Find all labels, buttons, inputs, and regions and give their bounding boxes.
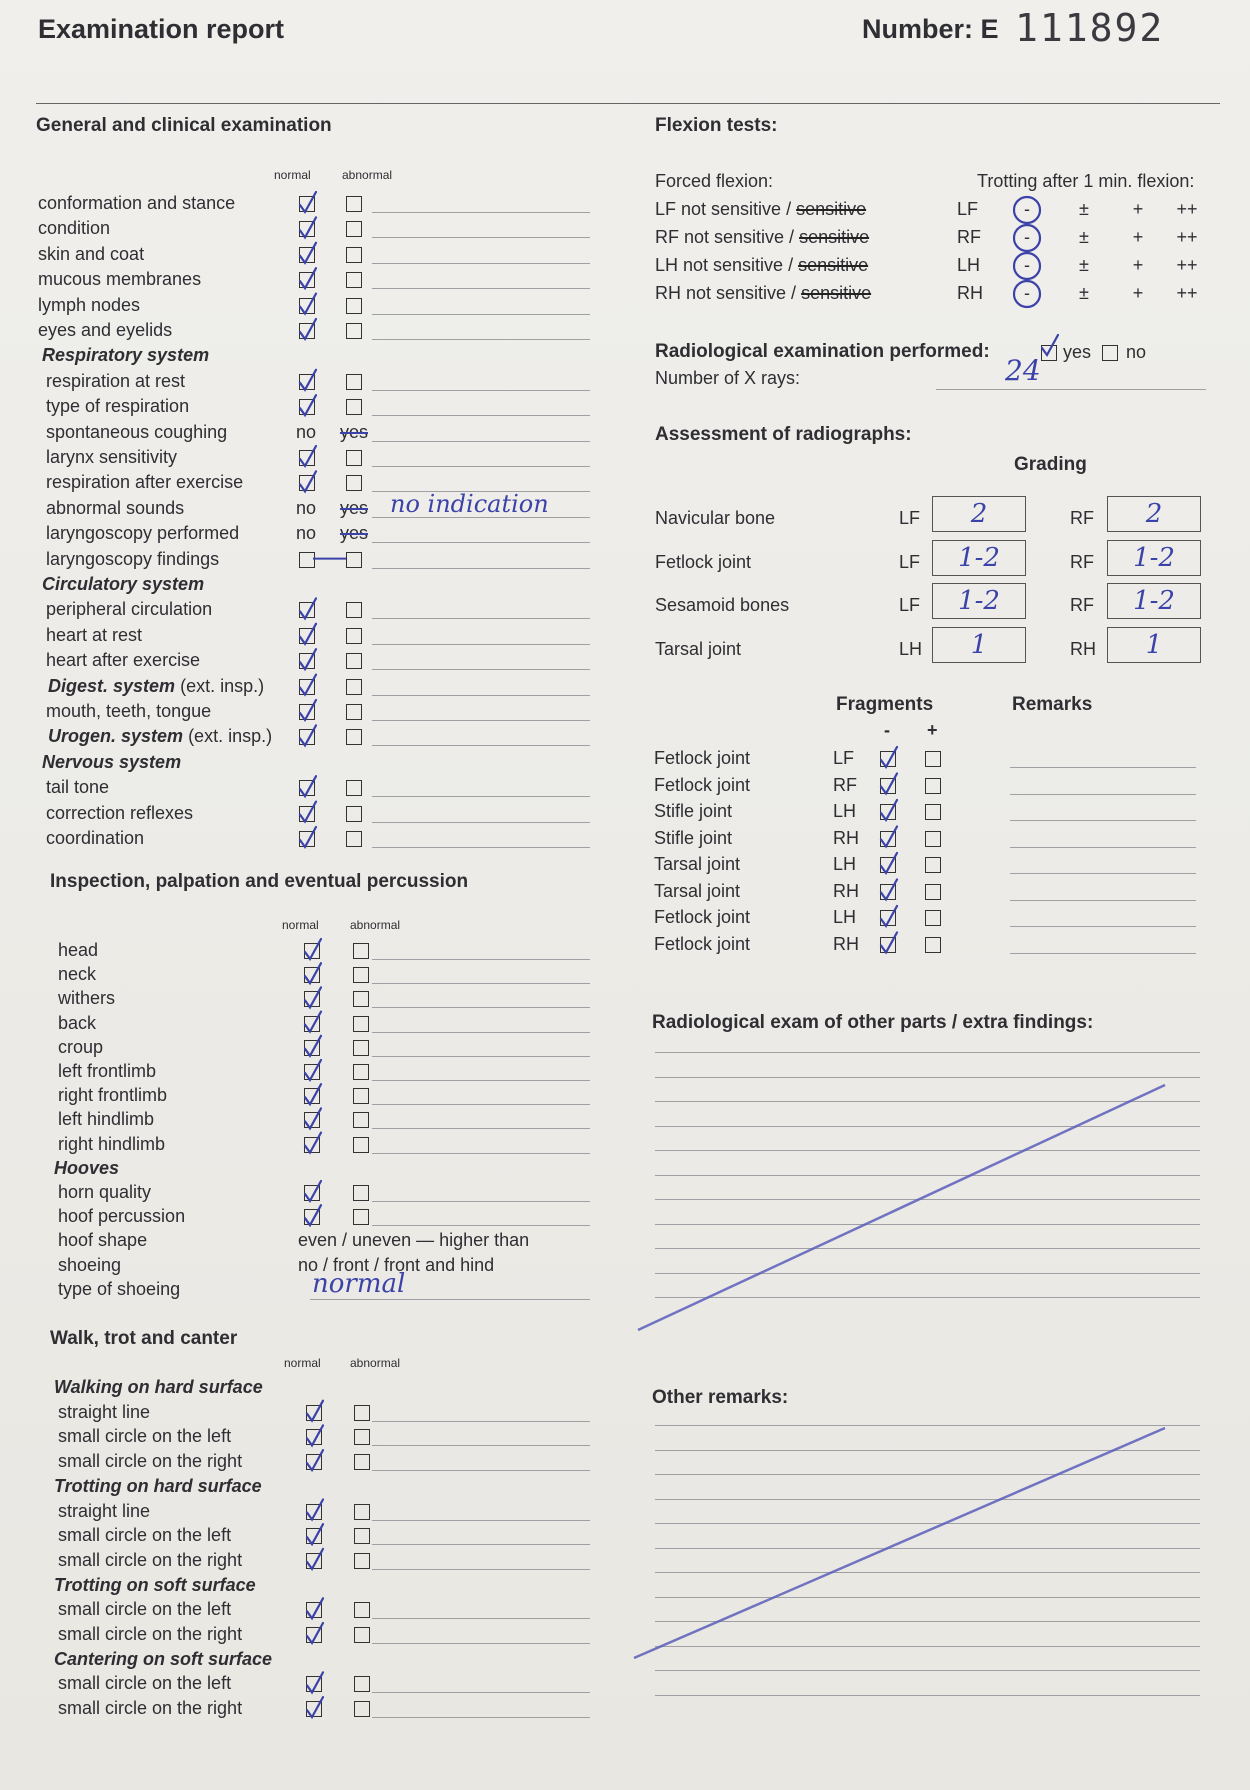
flexion-grade: +: [1132, 283, 1144, 303]
check-mark: [307, 1623, 323, 1643]
grade-box[interactable]: 1: [1107, 627, 1201, 663]
radiograph-label: Fetlock joint: [655, 551, 752, 572]
fragment-leg: RF: [833, 774, 857, 795]
row-label: hoof percussion: [58, 1206, 186, 1227]
flexion-struck-sensitive: sensitive: [801, 283, 872, 303]
check-mark: [300, 776, 316, 796]
section-label: Trotting on soft surface: [54, 1574, 256, 1595]
row-label: eyes and eyelids: [38, 320, 173, 340]
row-label: right frontlimb: [58, 1085, 168, 1106]
grade-circle-mark: [1014, 225, 1040, 251]
radiology-yes: yes: [1063, 342, 1092, 362]
radiograph-label: Navicular bone: [655, 508, 776, 528]
check-mark: [305, 1181, 321, 1201]
row-label: respiration after exercise: [46, 472, 244, 493]
option-text: no / front / front and hind: [298, 1254, 495, 1275]
check-mark: [300, 725, 316, 745]
fragment-label: Fetlock joint: [654, 933, 751, 954]
general-heading: General and clinical examination: [36, 115, 332, 136]
check-mark: [305, 1205, 321, 1225]
walk-heading: Walk, trot and canter: [50, 1328, 238, 1349]
fragment-check: [881, 827, 897, 847]
row-label: small circle on the right: [58, 1549, 243, 1570]
check-mark: [300, 446, 316, 466]
row-label: condition: [38, 218, 111, 239]
fragment-check: [881, 933, 897, 953]
report-title: Examination report: [38, 14, 285, 44]
check-mark: [300, 471, 316, 491]
row-label: head: [58, 940, 99, 960]
fragment-label: Tarsal joint: [654, 880, 741, 901]
option-text: even / uneven — higher than: [298, 1230, 530, 1251]
check-mark: [305, 939, 321, 959]
fragments-plus: +: [927, 720, 938, 740]
section-label: Hooves: [54, 1157, 120, 1178]
row-label: small circle on the right: [58, 1624, 243, 1644]
fragment-check: [881, 747, 897, 767]
grading-heading: Grading: [1014, 454, 1087, 475]
other-remarks-heading: Other remarks:: [652, 1387, 789, 1408]
handwritten-value: normal: [312, 1268, 406, 1299]
assessment-heading: Assessment of radiographs:: [655, 424, 912, 445]
row-label: horn quality: [58, 1182, 152, 1202]
check-mark: [300, 700, 316, 720]
row-label: small circle on the right: [58, 1698, 243, 1719]
check-mark: [300, 675, 316, 695]
fragment-check: [881, 853, 897, 873]
flexion-grade: +: [1132, 227, 1144, 247]
row-label: type of shoeing: [58, 1278, 181, 1299]
check-mark: [300, 827, 316, 847]
flexion-grade: ++: [1176, 199, 1198, 219]
check-mark: [307, 1598, 323, 1618]
check-mark: [300, 598, 316, 618]
flexion-not-sensitive: RH not sensitive /: [655, 283, 802, 303]
flexion-grade: ±: [1079, 227, 1089, 247]
handwritten-note: no indication: [390, 489, 549, 518]
row-label: laryngoscopy performed: [46, 523, 240, 544]
grade-circle-mark: [1014, 281, 1040, 307]
row-label: neck: [58, 964, 97, 985]
no-option: no: [296, 497, 317, 518]
row-label: straight line: [58, 1401, 151, 1422]
fragment-leg: LH: [833, 801, 857, 821]
row-label: larynx sensitivity: [46, 447, 178, 467]
flexion-grade: +: [1132, 199, 1144, 219]
row-label-bold: Urogen. system: [48, 726, 184, 747]
check-mark: [305, 1036, 321, 1056]
flexion-not-sensitive: LH not sensitive /: [655, 255, 799, 275]
section-label: Cantering on soft surface: [54, 1648, 273, 1669]
row-label: skin and coat: [38, 243, 145, 264]
grade-circle-mark: [1014, 197, 1040, 223]
fragment-label: Fetlock joint: [654, 907, 751, 927]
fragment-label: Fetlock joint: [654, 774, 751, 795]
fragment-check: [881, 800, 897, 820]
check-mark: [300, 649, 316, 669]
row-label: type of respiration: [46, 396, 190, 417]
radiograph-label: Tarsal joint: [655, 638, 742, 659]
xray-count: 24: [1005, 354, 1041, 387]
flexion-grade: ±: [1079, 199, 1089, 219]
walk-col-normal: normal: [284, 1356, 321, 1370]
xray-label: Number of X rays:: [655, 368, 801, 388]
row-label: small circle on the left: [58, 1525, 232, 1546]
flexion-struck-sensitive: sensitive: [798, 255, 869, 275]
report-number: 111892: [1015, 6, 1165, 50]
strike-through-stroke: [638, 1085, 1165, 1330]
check-mark: [307, 1524, 323, 1544]
section-label: Respiratory system: [42, 345, 210, 366]
row-label: heart at rest: [46, 624, 143, 645]
fragments-minus: -: [884, 720, 890, 740]
no-option: no: [296, 421, 317, 442]
flexion-grade: ++: [1176, 283, 1198, 303]
row-label: left frontlimb: [58, 1061, 157, 1081]
grade-box[interactable]: 1: [932, 627, 1026, 663]
fragment-label: Tarsal joint: [654, 854, 741, 874]
yes-option: yes: [340, 497, 369, 518]
row-label: respiration at rest: [46, 370, 186, 391]
radiograph-leg: LF: [899, 508, 921, 528]
row-label-bold: Digest. system: [48, 675, 176, 696]
section-label: Walking on hard surface: [54, 1377, 263, 1397]
row-label: mucous membranes: [38, 269, 202, 290]
check-mark: [305, 1133, 321, 1153]
row-label: lymph nodes: [38, 294, 141, 315]
fragment-check: [881, 774, 897, 794]
fragment-leg: LF: [833, 748, 855, 768]
row-label: small circle on the right: [58, 1451, 243, 1472]
radiograph-leg: LH: [899, 638, 923, 659]
inspection-col-normal: normal: [282, 918, 319, 932]
check-mark: [305, 987, 321, 1007]
trotting-label: Trotting after 1 min. flexion:: [977, 171, 1195, 191]
fragment-leg: LH: [833, 854, 857, 874]
row-label: left hindlimb: [58, 1109, 155, 1130]
row-label: conformation and stance: [38, 193, 236, 213]
no-option: no: [296, 523, 317, 544]
strike-through-stroke: [634, 1428, 1165, 1658]
row-label: spontaneous coughing: [46, 421, 228, 442]
check-mark: [307, 1549, 323, 1569]
forced-flexion-label: Forced flexion:: [655, 171, 774, 191]
radiograph-leg: LF: [899, 595, 921, 615]
section-label: Nervous system: [42, 751, 182, 772]
walk-col-abnormal: abnormal: [350, 1356, 401, 1370]
radiograph-leg: RF: [1070, 595, 1094, 615]
inspection-col-abnormal: abnormal: [350, 918, 401, 932]
row-label: withers: [58, 988, 116, 1009]
check-mark: [305, 1108, 321, 1128]
check-mark: [307, 1697, 323, 1717]
check-mark: [305, 1012, 321, 1032]
flexion-grade: +: [1132, 255, 1144, 275]
fragment-label: Stifle joint: [654, 827, 733, 848]
yes-option: yes: [340, 421, 369, 442]
check-mark: [300, 268, 316, 288]
check-mark: [300, 192, 316, 212]
flexion-grade: ++: [1176, 227, 1198, 247]
fragment-label: Fetlock joint: [654, 748, 751, 768]
radiograph-leg: RH: [1070, 638, 1096, 659]
grade-box[interactable]: 1-2: [932, 540, 1026, 576]
section-label: Circulatory system: [42, 574, 205, 594]
flexion-grade: ±: [1079, 255, 1089, 275]
check-mark: [300, 243, 316, 263]
report-number-label: Number: E: [862, 14, 999, 44]
check-mark: [300, 294, 316, 314]
row-label: mouth, teeth, tongue: [46, 701, 212, 721]
check-mark: [307, 1401, 323, 1421]
radiology-no: no: [1126, 342, 1147, 362]
grade-box[interactable]: 2: [1107, 496, 1201, 532]
row-label: straight line: [58, 1500, 151, 1521]
check-mark: [300, 624, 316, 644]
grade-box[interactable]: 2: [932, 496, 1026, 532]
check-mark: [300, 217, 316, 237]
check-mark: [305, 963, 321, 983]
remarks-heading: Remarks: [1012, 694, 1093, 715]
radiology-performed-label: Radiological examination performed:: [655, 341, 990, 362]
check-mark: [300, 802, 316, 822]
flexion-not-sensitive: LF not sensitive /: [655, 199, 797, 219]
fragment-leg: RH: [833, 827, 859, 848]
flexion-leg: RF: [957, 227, 981, 247]
flexion-leg: LF: [957, 199, 979, 219]
yes-option: yes: [340, 523, 369, 544]
row-label: laryngoscopy findings: [46, 548, 220, 569]
check-mark: [307, 1672, 323, 1692]
row-label-suffix: (ext. insp.): [180, 675, 265, 696]
section-label: Trotting on hard surface: [54, 1475, 262, 1496]
grade-box[interactable]: 1-2: [932, 583, 1026, 619]
general-col-abnormal: abnormal: [342, 168, 393, 182]
radiograph-leg: RF: [1070, 551, 1094, 572]
check-mark: [300, 370, 316, 390]
radiograph-leg: RF: [1070, 508, 1094, 528]
check-mark: [307, 1500, 323, 1520]
row-label: heart after exercise: [46, 650, 201, 671]
general-col-normal: normal: [274, 168, 311, 182]
fragment-leg: RH: [833, 933, 859, 954]
check-mark: [305, 1084, 321, 1104]
radiograph-label: Sesamoid bones: [655, 595, 790, 615]
row-label: shoeing: [58, 1254, 122, 1275]
row-label: right hindlimb: [58, 1133, 166, 1154]
row-label: tail tone: [46, 777, 110, 798]
flexion-grade[interactable]: -: [1024, 283, 1030, 303]
radiograph-leg: LF: [899, 551, 921, 572]
row-label: back: [58, 1012, 97, 1033]
fragments-heading: Fragments: [836, 694, 934, 715]
row-label: hoof shape: [58, 1230, 148, 1251]
row-label: small circle on the left: [58, 1599, 232, 1620]
row-label: coordination: [46, 828, 145, 848]
grade-circle-mark: [1014, 253, 1040, 279]
row-label: abnormal sounds: [46, 497, 185, 518]
radiology-yes-check: [1042, 335, 1058, 355]
check-mark: [300, 319, 316, 339]
row-label: peripheral circulation: [46, 599, 213, 620]
check-mark: [307, 1450, 323, 1470]
grade-box[interactable]: 1-2: [1107, 583, 1201, 619]
fragment-check: [881, 880, 897, 900]
fragment-leg: RH: [833, 880, 859, 901]
check-mark: [305, 1060, 321, 1080]
row-label: correction reflexes: [46, 802, 194, 823]
flexion-grade[interactable]: -: [1024, 255, 1030, 275]
flexion-grade: ±: [1079, 283, 1089, 303]
fragment-check: [881, 906, 897, 926]
fragment-label: Stifle joint: [654, 801, 733, 821]
inspection-heading: Inspection, palpation and eventual percussion: [50, 871, 469, 892]
flexion-struck-sensitive: sensitive: [796, 199, 867, 219]
row-label: small circle on the left: [58, 1426, 232, 1447]
flexion-leg: RH: [957, 283, 983, 303]
row-label-suffix: (ext. insp.): [188, 726, 273, 747]
flexion-struck-sensitive: sensitive: [799, 227, 870, 247]
check-mark: [307, 1425, 323, 1445]
row-label: small circle on the left: [58, 1673, 232, 1694]
other-parts-heading: Radiological exam of other parts / extra findings:: [652, 1012, 1094, 1033]
flexion-heading: Flexion tests:: [655, 115, 778, 136]
check-mark: [300, 395, 316, 415]
flexion-not-sensitive: RF not sensitive /: [655, 227, 800, 247]
flexion-leg: LH: [957, 255, 981, 275]
fragment-leg: LH: [833, 907, 857, 927]
flexion-grade[interactable]: -: [1024, 199, 1030, 219]
row-label: croup: [58, 1036, 104, 1057]
grade-box[interactable]: 1-2: [1107, 540, 1201, 576]
flexion-grade[interactable]: -: [1024, 227, 1030, 247]
flexion-grade: ++: [1176, 255, 1198, 275]
